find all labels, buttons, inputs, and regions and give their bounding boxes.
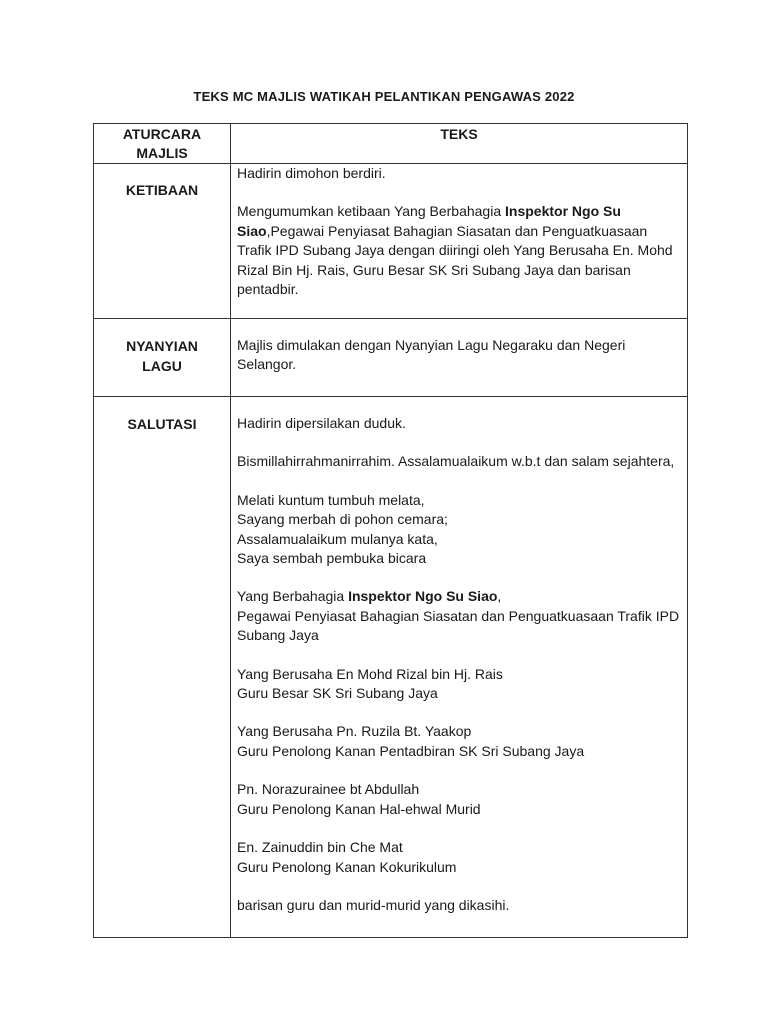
paragraph: Majlis dimulakan dengan Nyanyian Lagu Negaraku dan Negeri Selangor. bbox=[237, 337, 626, 373]
label-text: KETIBAAN bbox=[125, 182, 199, 198]
paragraph: Hadirin dimohon berdiri. bbox=[237, 165, 386, 181]
paragraph bbox=[237, 202, 681, 299]
greeting-line: Yang Berusaha Pn. Ruzila Bt. Yaakop bbox=[237, 723, 472, 740]
agenda-table bbox=[93, 123, 688, 938]
header-teks: TEKS bbox=[231, 124, 688, 164]
row-label-ketibaan bbox=[94, 164, 231, 319]
row-label-nyanyian bbox=[94, 319, 231, 397]
text: , bbox=[497, 588, 502, 605]
pantun-line: Sayang merbah di pohon cemara; bbox=[237, 511, 448, 528]
greeting-line: Guru Penolong Kanan Pentadbiran SK Sri Subang Jaya bbox=[237, 742, 585, 759]
text: Mengumumkan ketibaan Yang Berbahagia bbox=[237, 203, 505, 220]
paragraph: Hadirin dipersilakan duduk. bbox=[237, 415, 406, 431]
bold-name: Inspektor Ngo Su Siao bbox=[348, 588, 498, 605]
table-row-ketibaan bbox=[94, 164, 688, 319]
greeting-line: Guru Besar SK Sri Subang Jaya bbox=[237, 685, 438, 702]
pantun-line: Assalamualaikum mulanya kata, bbox=[237, 530, 438, 547]
table-row-salutasi bbox=[94, 397, 688, 938]
header-aturcara: ATURCARA MAJLIS bbox=[94, 124, 231, 164]
greeting-line: Yang Berusaha En Mohd Rizal bin Hj. Rais bbox=[237, 665, 503, 682]
label-text: NYANYIAN LAGU bbox=[126, 338, 198, 374]
table-header-row bbox=[94, 124, 688, 164]
row-label-salutasi bbox=[94, 397, 231, 938]
pantun-line: Saya sembah pembuka bicara bbox=[237, 550, 427, 567]
greeting-line: Pn. Norazurainee bt Abdullah bbox=[237, 781, 420, 798]
document-title: TEKS MC MAJLIS WATIKAH PELANTIKAN PENGAWAS 2022 bbox=[193, 89, 575, 104]
text: Yang Berbahagia bbox=[237, 588, 349, 605]
paragraph: Bismillahirrahmanirrahim. Assalamualaikum w.b.t dan salam sejahtera, bbox=[237, 453, 675, 470]
pantun-line: Melati kuntum tumbuh melata, bbox=[237, 491, 425, 508]
closing-line: barisan guru dan murid-murid yang dikasihi. bbox=[237, 896, 510, 913]
bold-name: Inspektor Ngo Su Siao bbox=[237, 203, 621, 239]
label-text: SALUTASI bbox=[127, 416, 197, 432]
row-text-ketibaan bbox=[231, 164, 688, 319]
greeting-line: Pegawai Penyiasat Bahagian Siasatan dan Penguatkuasaan Trafik IPD Subang Jaya bbox=[237, 607, 680, 644]
table-row-nyanyian bbox=[94, 319, 688, 397]
row-text-nyanyian bbox=[231, 319, 688, 397]
greeting-line: Guru Penolong Kanan Kokurikulum bbox=[237, 858, 457, 875]
row-text-salutasi bbox=[231, 397, 688, 938]
greeting-line bbox=[237, 587, 681, 606]
text: ,Pegawai Penyiasat Bahagian Siasatan dan Penguatkuasaan Trafik IPD Subang Jaya dengan diiringi oleh Yang Berusaha En. Mohd Rizal Bin Hj. Rais, Guru Besar SK Sri Subang Jaya dan barisan pentadbir. bbox=[237, 222, 673, 298]
greeting-line: Guru Penolong Kanan Hal-ehwal Murid bbox=[237, 800, 481, 817]
greeting-line: En. Zainuddin bin Che Mat bbox=[237, 839, 403, 856]
